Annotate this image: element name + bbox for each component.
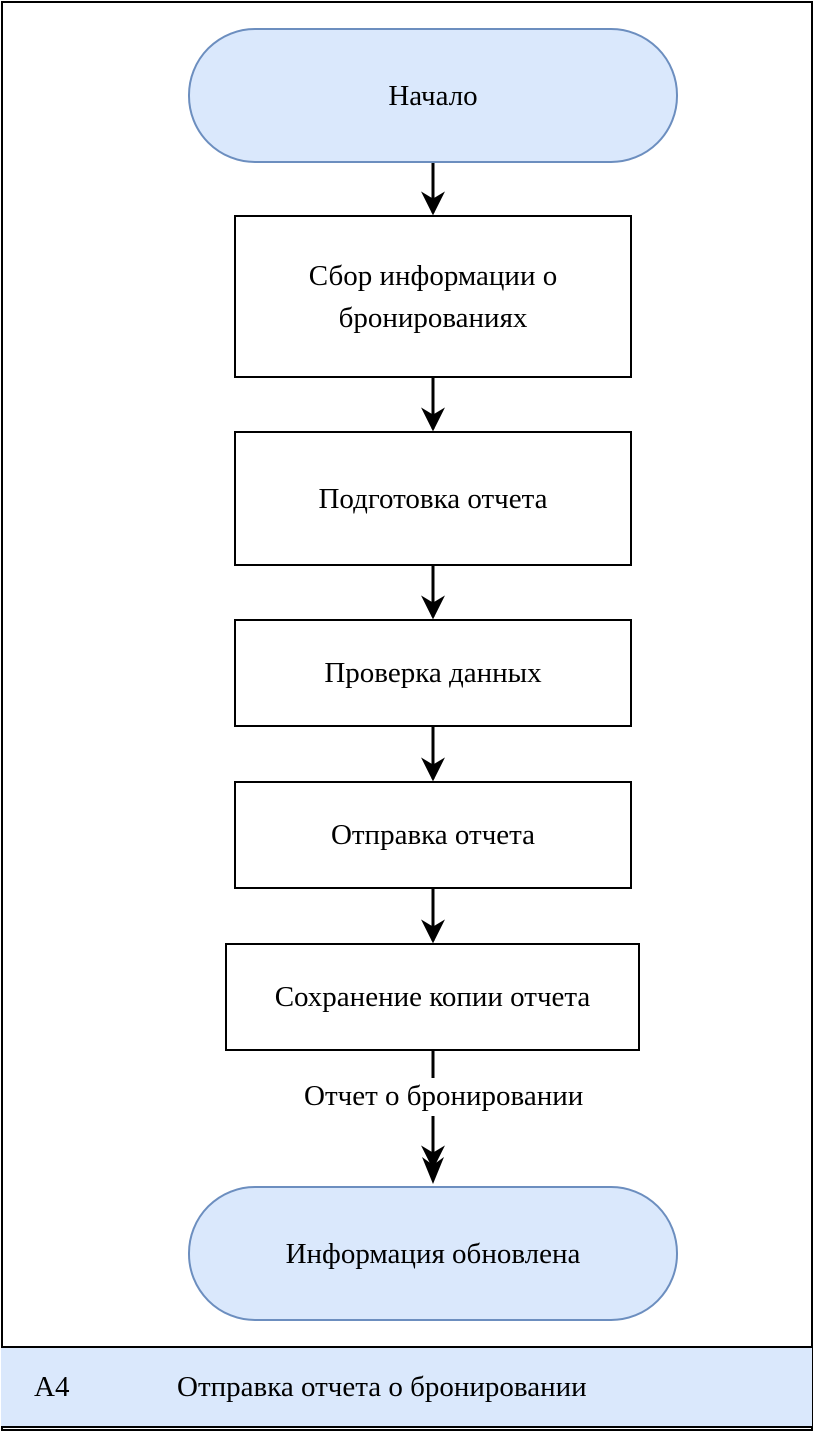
- send-report-node: [234, 781, 632, 889]
- save-copy-label: Сохранение копии отчета: [274, 981, 591, 1013]
- diagram-footer: [1, 1346, 812, 1428]
- start-node: [188, 28, 678, 163]
- footer-code: A4: [34, 1371, 70, 1403]
- start-node-label: Начало: [388, 79, 478, 112]
- prepare-report-label: Подготовка отчета: [318, 482, 548, 515]
- collect-info-node: [234, 215, 632, 378]
- prepare-report-node: [234, 431, 632, 566]
- save-copy-node: [225, 943, 640, 1051]
- verify-data-node: [234, 619, 632, 727]
- collect-info-label: Сбор информации о бронированиях: [308, 259, 558, 334]
- footer-title: Отправка отчета о бронировании: [177, 1371, 587, 1403]
- end-node-label: Информация обновлена: [285, 1237, 581, 1270]
- end-node: [188, 1186, 678, 1321]
- send-report-label: Отправка отчета: [330, 819, 536, 851]
- verify-data-label: Проверка данных: [324, 657, 542, 689]
- edge-label-output: Отчет о бронировании: [304, 1080, 584, 1112]
